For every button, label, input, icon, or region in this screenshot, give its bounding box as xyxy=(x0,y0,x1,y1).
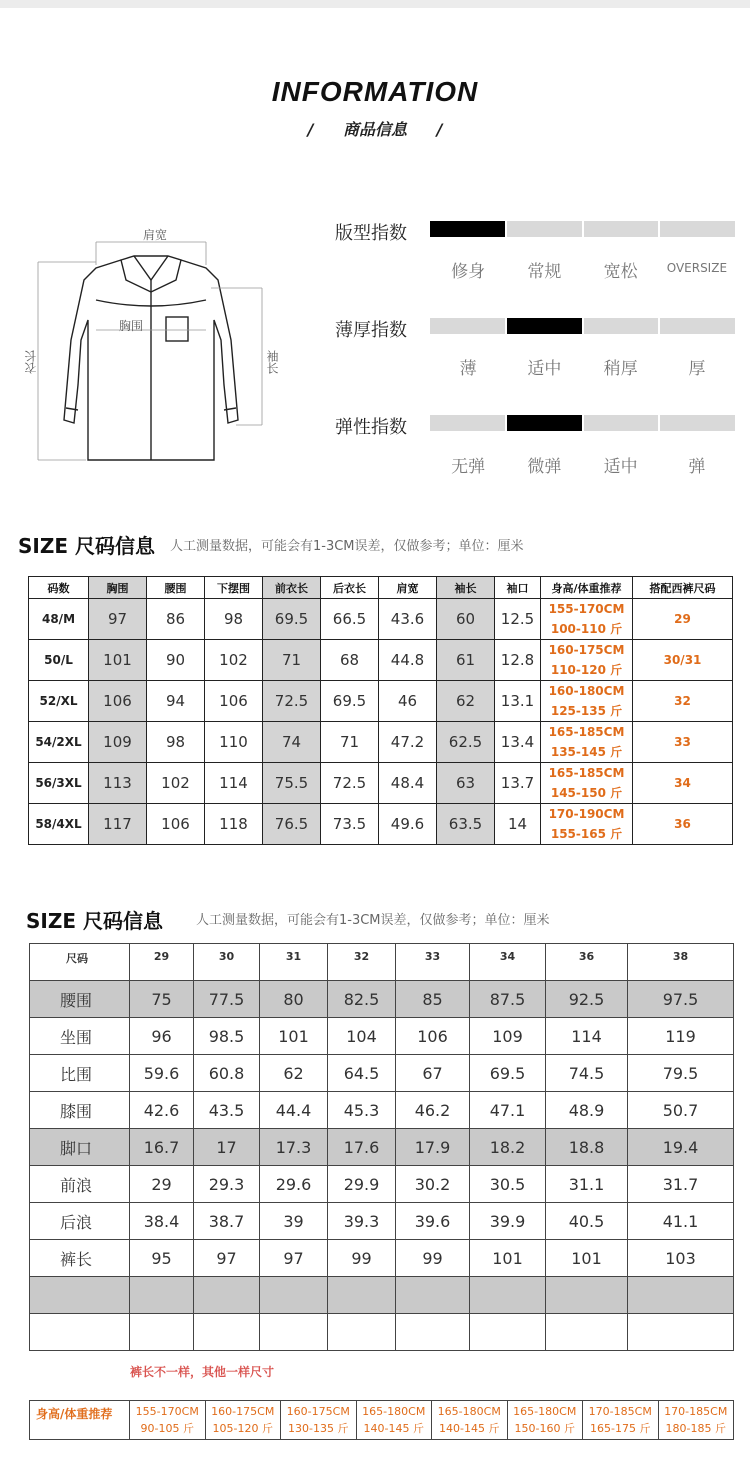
row-label: 膝围 xyxy=(30,1092,130,1129)
height-range: 155-170CM xyxy=(135,1405,199,1418)
table-row xyxy=(29,681,733,722)
cell: 92.5 xyxy=(546,981,628,1018)
cell: 44.4 xyxy=(260,1092,328,1129)
height-range: 165-185CM xyxy=(548,766,625,780)
cell: 98 xyxy=(205,599,263,640)
thickness-option: 厚 xyxy=(688,359,706,379)
weight-range: 165-175 斤 xyxy=(590,1422,651,1435)
thickness-index-options xyxy=(430,354,735,379)
table-row xyxy=(30,1166,734,1203)
weight-range: 130-135 斤 xyxy=(288,1422,349,1435)
cell: 40.5 xyxy=(546,1203,628,1240)
shirt-size-note: 人工测量数据，可能会有1-3CM误差，仅做参考；单位：厘米 xyxy=(170,539,524,554)
cell: 82.5 xyxy=(328,981,396,1018)
cell: 48.9 xyxy=(546,1092,628,1129)
header-cell: 32 xyxy=(328,944,396,981)
cell: 17.6 xyxy=(328,1129,396,1166)
cell: 99 xyxy=(396,1240,470,1277)
size-code: 58/4XL xyxy=(29,804,89,845)
height-range: 160-175CM xyxy=(211,1405,275,1418)
cell: 16.7 xyxy=(130,1129,194,1166)
table-row xyxy=(30,981,734,1018)
cell: 90 xyxy=(147,640,205,681)
chest-label: 胸围 xyxy=(119,319,144,333)
cell: 106 xyxy=(147,804,205,845)
cell: 103 xyxy=(628,1240,734,1277)
recommend-cell xyxy=(659,1401,734,1439)
size-code: 48/M xyxy=(29,599,89,640)
weight-range: 145-150 斤 xyxy=(550,786,623,800)
cell: 63 xyxy=(437,763,495,804)
elasticity-option: 微弹 xyxy=(527,457,562,477)
height-range: 170-185CM xyxy=(588,1405,652,1418)
cell: 46.2 xyxy=(396,1092,470,1129)
cell: 97 xyxy=(89,599,147,640)
fit-option: 修身 xyxy=(451,262,486,282)
page-title: INFORMATION xyxy=(271,76,479,107)
length-label: 衣长 xyxy=(24,350,38,374)
row-label: 腰围 xyxy=(30,981,130,1018)
table-row xyxy=(30,1018,734,1055)
table-row xyxy=(30,1129,734,1166)
cell: 14 xyxy=(495,804,541,845)
fit-seg-3 xyxy=(584,221,659,237)
cell: 29.3 xyxy=(194,1166,260,1203)
cell: 94 xyxy=(147,681,205,722)
height-range: 165-180CM xyxy=(513,1405,577,1418)
cell: 62 xyxy=(260,1055,328,1092)
cell: 64.5 xyxy=(328,1055,396,1092)
cell: 98 xyxy=(147,722,205,763)
cell: 61 xyxy=(437,640,495,681)
cell: 13.4 xyxy=(495,722,541,763)
header-cell: 前衣长 xyxy=(263,577,321,599)
cell: 109 xyxy=(89,722,147,763)
cell: 104 xyxy=(328,1018,396,1055)
cell: 76.5 xyxy=(263,804,321,845)
cell: 30.2 xyxy=(396,1166,470,1203)
pants-size-cell: 34 xyxy=(633,763,733,804)
cell: 97 xyxy=(260,1240,328,1277)
cell: 87.5 xyxy=(470,981,546,1018)
cell: 31.1 xyxy=(546,1166,628,1203)
header-cell: 胸围 xyxy=(89,577,147,599)
header-cell: 后衣长 xyxy=(321,577,379,599)
height-range: 165-180CM xyxy=(362,1405,426,1418)
recommend-cell xyxy=(130,1401,206,1439)
pants-size-heading: SIZE 尺码信息 xyxy=(26,909,163,933)
weight-range: 150-160 斤 xyxy=(514,1422,575,1435)
thickness-index-bar xyxy=(430,318,735,334)
cell: 30.5 xyxy=(470,1166,546,1203)
header-cell: 身高/体重推荐 xyxy=(541,577,633,599)
cell: 44.8 xyxy=(379,640,437,681)
thickness-seg-2 xyxy=(507,318,582,334)
cell: 17.9 xyxy=(396,1129,470,1166)
header-cell: 31 xyxy=(260,944,328,981)
height-range: 155-170CM xyxy=(548,602,625,616)
sleeve-label: 袖长 xyxy=(265,350,279,374)
recommend-cell xyxy=(541,804,633,845)
header-cell: 33 xyxy=(396,944,470,981)
row-label: 裤长 xyxy=(30,1240,130,1277)
header-cell: 30 xyxy=(194,944,260,981)
cell: 47.1 xyxy=(470,1092,546,1129)
cell: 50.7 xyxy=(628,1092,734,1129)
header-cell: 29 xyxy=(130,944,194,981)
cell: 71 xyxy=(321,722,379,763)
cell: 13.7 xyxy=(495,763,541,804)
height-range: 170-190CM xyxy=(548,807,625,821)
recommend-cell xyxy=(583,1401,659,1439)
row-label: 后浪 xyxy=(30,1203,130,1240)
cell: 86 xyxy=(147,599,205,640)
elasticity-seg-4 xyxy=(660,415,735,431)
row-label: 前浪 xyxy=(30,1166,130,1203)
cell: 59.6 xyxy=(130,1055,194,1092)
fit-seg-1 xyxy=(430,221,505,237)
cell: 72.5 xyxy=(263,681,321,722)
header-cell: 搭配西裤尺码 xyxy=(633,577,733,599)
table-row xyxy=(30,1203,734,1240)
top-divider xyxy=(0,0,750,8)
cell: 119 xyxy=(628,1018,734,1055)
fit-option: OVERSIZE xyxy=(666,261,728,275)
cell: 60 xyxy=(437,599,495,640)
cell: 114 xyxy=(205,763,263,804)
recommend-cell xyxy=(541,763,633,804)
row-label: 比围 xyxy=(30,1055,130,1092)
cell: 95 xyxy=(130,1240,194,1277)
cell: 77.5 xyxy=(194,981,260,1018)
cell: 63.5 xyxy=(437,804,495,845)
cell: 19.4 xyxy=(628,1129,734,1166)
cell: 62.5 xyxy=(437,722,495,763)
elasticity-seg-2 xyxy=(507,415,582,431)
cell: 39.9 xyxy=(470,1203,546,1240)
cell: 118 xyxy=(205,804,263,845)
cell: 43.6 xyxy=(379,599,437,640)
size-code: 56/3XL xyxy=(29,763,89,804)
height-range: 160-175CM xyxy=(548,643,625,657)
recommend-cell xyxy=(541,722,633,763)
empty-row xyxy=(30,1314,734,1351)
table-row xyxy=(29,640,733,681)
recommend-cell xyxy=(206,1401,282,1439)
cell: 114 xyxy=(546,1018,628,1055)
header-cell: 袖长 xyxy=(437,577,495,599)
pants-size-cell: 29 xyxy=(633,599,733,640)
shirt-diagram xyxy=(24,220,279,470)
cell: 101 xyxy=(89,640,147,681)
recommend-cell xyxy=(281,1401,357,1439)
cell: 39 xyxy=(260,1203,328,1240)
recommend-cell xyxy=(432,1401,508,1439)
header-cell: 尺码 xyxy=(30,944,130,981)
thickness-index-label: 薄厚指数 xyxy=(335,320,407,341)
fit-option: 宽松 xyxy=(603,262,638,282)
header-cell: 袖口 xyxy=(495,577,541,599)
row-label: 坐围 xyxy=(30,1018,130,1055)
cell: 109 xyxy=(470,1018,546,1055)
fit-index-bar xyxy=(430,221,735,237)
pants-size-cell: 36 xyxy=(633,804,733,845)
cell: 29.6 xyxy=(260,1166,328,1203)
cell: 106 xyxy=(396,1018,470,1055)
weight-range: 105-120 斤 xyxy=(212,1422,273,1435)
cell: 41.1 xyxy=(628,1203,734,1240)
header-cell: 肩宽 xyxy=(379,577,437,599)
elasticity-option: 适中 xyxy=(603,457,638,477)
cell: 69.5 xyxy=(263,599,321,640)
pants-recommend-row xyxy=(29,1400,734,1440)
cell: 99 xyxy=(328,1240,396,1277)
cell: 110 xyxy=(205,722,263,763)
elasticity-option: 弹 xyxy=(688,457,706,477)
header-cell: 腰围 xyxy=(147,577,205,599)
weight-range: 135-145 斤 xyxy=(550,745,623,759)
weight-range: 125-135 斤 xyxy=(550,704,623,718)
thickness-option: 稍厚 xyxy=(603,359,638,379)
cell: 39.6 xyxy=(396,1203,470,1240)
table-row xyxy=(29,804,733,845)
height-range: 165-185CM xyxy=(548,725,625,739)
fit-index-label: 版型指数 xyxy=(335,223,407,244)
pants-size-note: 人工测量数据，可能会有1-3CM误差，仅做参考；单位：厘米 xyxy=(196,913,550,928)
row-label: 脚口 xyxy=(30,1129,130,1166)
cell: 17.3 xyxy=(260,1129,328,1166)
header-cell: 下摆围 xyxy=(205,577,263,599)
pants-size-cell: 33 xyxy=(633,722,733,763)
weight-range: 100-110 斤 xyxy=(550,622,623,636)
table-row xyxy=(29,599,733,640)
cell: 75 xyxy=(130,981,194,1018)
cell: 38.7 xyxy=(194,1203,260,1240)
elasticity-index-bar xyxy=(430,415,735,431)
cell: 74.5 xyxy=(546,1055,628,1092)
table-row xyxy=(30,1092,734,1129)
shoulder-label: 肩宽 xyxy=(143,228,168,242)
cell: 79.5 xyxy=(628,1055,734,1092)
cell: 12.5 xyxy=(495,599,541,640)
cell: 113 xyxy=(89,763,147,804)
cell: 106 xyxy=(205,681,263,722)
elasticity-option: 无弹 xyxy=(451,457,486,477)
height-range: 165-180CM xyxy=(437,1405,501,1418)
weight-range: 155-165 斤 xyxy=(550,827,623,841)
cell: 49.6 xyxy=(379,804,437,845)
header-cell: 36 xyxy=(546,944,628,981)
elasticity-index-label: 弹性指数 xyxy=(335,417,407,438)
elasticity-index-options xyxy=(430,452,735,477)
cell: 101 xyxy=(470,1240,546,1277)
cell: 47.2 xyxy=(379,722,437,763)
cell: 62 xyxy=(437,681,495,722)
cell: 45.3 xyxy=(328,1092,396,1129)
table-row xyxy=(30,1055,734,1092)
weight-range: 180-185 斤 xyxy=(665,1422,726,1435)
thickness-option: 薄 xyxy=(459,359,477,379)
height-range: 170-185CM xyxy=(664,1405,728,1418)
elasticity-seg-3 xyxy=(584,415,659,431)
fit-index-options xyxy=(430,257,735,282)
weight-range: 90-105 斤 xyxy=(140,1422,194,1435)
cell: 97.5 xyxy=(628,981,734,1018)
table-header-row xyxy=(29,577,733,599)
cell: 29 xyxy=(130,1166,194,1203)
thickness-option: 适中 xyxy=(527,359,562,379)
cell: 98.5 xyxy=(194,1018,260,1055)
header-cell: 38 xyxy=(628,944,734,981)
cell: 68 xyxy=(321,640,379,681)
header-cell: 码数 xyxy=(29,577,89,599)
cell: 73.5 xyxy=(321,804,379,845)
cell: 117 xyxy=(89,804,147,845)
cell: 71 xyxy=(263,640,321,681)
header-cell: 34 xyxy=(470,944,546,981)
recommend-label: 身高/体重推荐 xyxy=(30,1401,130,1439)
pants-size-table xyxy=(29,943,734,1351)
cell: 96 xyxy=(130,1018,194,1055)
cell: 13.1 xyxy=(495,681,541,722)
height-range: 160-175CM xyxy=(286,1405,350,1418)
fit-seg-2 xyxy=(507,221,582,237)
table-row xyxy=(29,722,733,763)
cell: 74 xyxy=(263,722,321,763)
page-subtitle xyxy=(0,117,750,140)
weight-range: 140-145 斤 xyxy=(363,1422,424,1435)
recommend-cell xyxy=(508,1401,584,1439)
pants-size-cell: 32 xyxy=(633,681,733,722)
weight-range: 140-145 斤 xyxy=(439,1422,500,1435)
shirt-size-table xyxy=(28,576,733,845)
table-row xyxy=(30,1240,734,1277)
fit-seg-4 xyxy=(660,221,735,237)
thickness-seg-4 xyxy=(660,318,735,334)
subtitle-text: 商品信息 xyxy=(342,120,407,139)
shirt-illustration xyxy=(26,220,276,470)
cell: 39.3 xyxy=(328,1203,396,1240)
cell: 80 xyxy=(260,981,328,1018)
shirt-size-heading: SIZE 尺码信息 xyxy=(18,534,155,558)
pants-size-cell: 30/31 xyxy=(633,640,733,681)
cell: 12.8 xyxy=(495,640,541,681)
fit-option: 常规 xyxy=(527,262,562,282)
cell: 66.5 xyxy=(321,599,379,640)
cell: 17 xyxy=(194,1129,260,1166)
cell: 72.5 xyxy=(321,763,379,804)
cell: 42.6 xyxy=(130,1092,194,1129)
cell: 29.9 xyxy=(328,1166,396,1203)
cell: 18.8 xyxy=(546,1129,628,1166)
cell: 106 xyxy=(89,681,147,722)
cell: 31.7 xyxy=(628,1166,734,1203)
recommend-cell xyxy=(357,1401,433,1439)
cell: 60.8 xyxy=(194,1055,260,1092)
cell: 69.5 xyxy=(321,681,379,722)
recommend-cell xyxy=(541,640,633,681)
cell: 46 xyxy=(379,681,437,722)
thickness-seg-1 xyxy=(430,318,505,334)
recommend-cell xyxy=(541,599,633,640)
cell: 67 xyxy=(396,1055,470,1092)
cell: 102 xyxy=(205,640,263,681)
cell: 85 xyxy=(396,981,470,1018)
cell: 101 xyxy=(260,1018,328,1055)
thickness-seg-3 xyxy=(584,318,659,334)
cell: 101 xyxy=(546,1240,628,1277)
pants-length-note: 裤长不一样，其他一样尺寸 xyxy=(130,1365,275,1379)
recommend-cell xyxy=(541,681,633,722)
cell: 102 xyxy=(147,763,205,804)
cell: 75.5 xyxy=(263,763,321,804)
cell: 48.4 xyxy=(379,763,437,804)
table-header-row xyxy=(30,944,734,981)
slash-left: / xyxy=(307,120,314,139)
empty-row xyxy=(30,1277,734,1314)
cell: 97 xyxy=(194,1240,260,1277)
cell: 69.5 xyxy=(470,1055,546,1092)
height-range: 160-180CM xyxy=(548,684,625,698)
weight-range: 110-120 斤 xyxy=(550,663,623,677)
size-code: 54/2XL xyxy=(29,722,89,763)
table-row xyxy=(29,763,733,804)
size-code: 52/XL xyxy=(29,681,89,722)
elasticity-seg-1 xyxy=(430,415,505,431)
cell: 38.4 xyxy=(130,1203,194,1240)
cell: 43.5 xyxy=(194,1092,260,1129)
cell: 18.2 xyxy=(470,1129,546,1166)
slash-right: / xyxy=(436,120,443,139)
size-code: 50/L xyxy=(29,640,89,681)
